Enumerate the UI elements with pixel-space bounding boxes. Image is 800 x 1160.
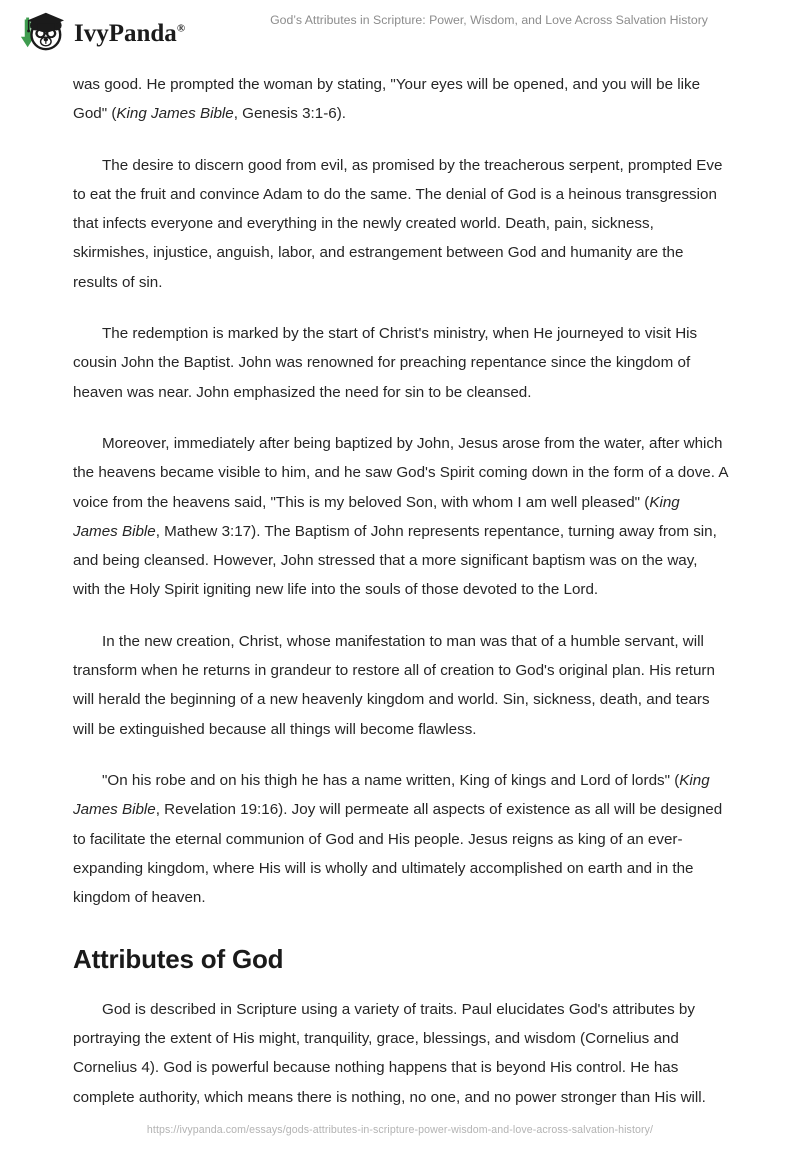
section-heading-attributes-of-god: Attributes of God [73, 944, 284, 975]
paragraph-group-after-heading [73, 995, 728, 1112]
document-header-title: God’s Attributes in Scripture: Power, Wisdom, and Love Across Salvation History [270, 13, 708, 27]
body-paragraph: "On his robe and on his thigh he has a name written, King of kings and Lord of lords" (King James Bible, Revelation 19:16). Joy will permeate all aspects of existence as all will be designed to facilitate the eternal communion of God and His people. Jesus reigns as king of an ever-expanding kingdom, where His will is wholly and ultimately accomplished on earth and in the kingdom of heaven. [73, 771, 723, 907]
body-paragraph: The redemption is marked by the start of Christ's ministry, when He journeyed to visit His cousin John the Baptist. John was renowned for preaching repentance since the kingdom of heaven was near. John emphasized the need for sin to be cleansed. [73, 325, 698, 401]
brand-name [74, 21, 185, 46]
brand-logo[interactable] [18, 7, 185, 53]
panda-graduate-logo-icon [18, 7, 66, 53]
body-paragraph: Moreover, immediately after being baptized by John, Jesus arose from the water, after which the heavens became visible to him, and he saw God's Spirit coming down in the form of a dove. A voice from the heavens said, "This is my beloved Son, with whom I am well pleased" (King James Bible, Mathew 3:17). The Baptism of John represents repentance, turning away from sin, and being cleansed. However, John stressed that a more significant baptism was on the way, with the Holy Spirit igniting new life into the souls of those devoted to the Lord. [73, 434, 728, 599]
cited-source-title: King James Bible [73, 493, 680, 540]
cited-source-title: King James Bible [73, 771, 710, 819]
cited-source-title: King James Bible [116, 105, 234, 123]
body-paragraph: was good. He prompted the woman by stating, "Your eyes will be opened, and you will be like God" (King James Bible, Genesis 3:1-6). [73, 76, 701, 123]
page-footer [0, 1120, 800, 1138]
body-paragraph: God is described in Scripture using a variety of traits. Paul elucidates God's attributes by portraying the extent of His might, tranquility, grace, blessings, and wisdom (Cornelius and Cornelius 4). God is powerful because nothing happens that is beyond His control. He has complete authority, which means there is nothing, no one, and no power stronger than His will. [73, 1000, 706, 1106]
body-paragraph: The desire to discern good from evil, as promised by the treacherous serpent, prompted Eve to eat the fruit and convince Adam to do the same. The denial of God is a heinous transgression that infects everyone and everything in the newly created world. Death, pain, sickness, skirmishes, injustice, anguish, labor, and estrangement between God and humanity are the results of sin. [73, 156, 723, 291]
page-header [0, 0, 800, 60]
body-paragraph: In the new creation, Christ, whose manifestation to man was that of a humble servant, will transform when he returns in grandeur to restore all of creation to God's original plan. His return will herald the beginning of a new heavenly kingdom and world. Sin, sickness, death, and tears will be extinguished because all things will become flawless. [73, 632, 715, 738]
brand-name-text: IvyPanda [74, 19, 177, 47]
source-url-link[interactable]: https://ivypanda.com/essays/gods-attributes-in-scripture-power-wisdom-and-love-across-salvation-history/ [146, 1124, 654, 1136]
registered-mark-icon: ® [176, 22, 186, 35]
document-body [73, 70, 728, 1134]
paragraph-group-before-heading [73, 70, 728, 912]
